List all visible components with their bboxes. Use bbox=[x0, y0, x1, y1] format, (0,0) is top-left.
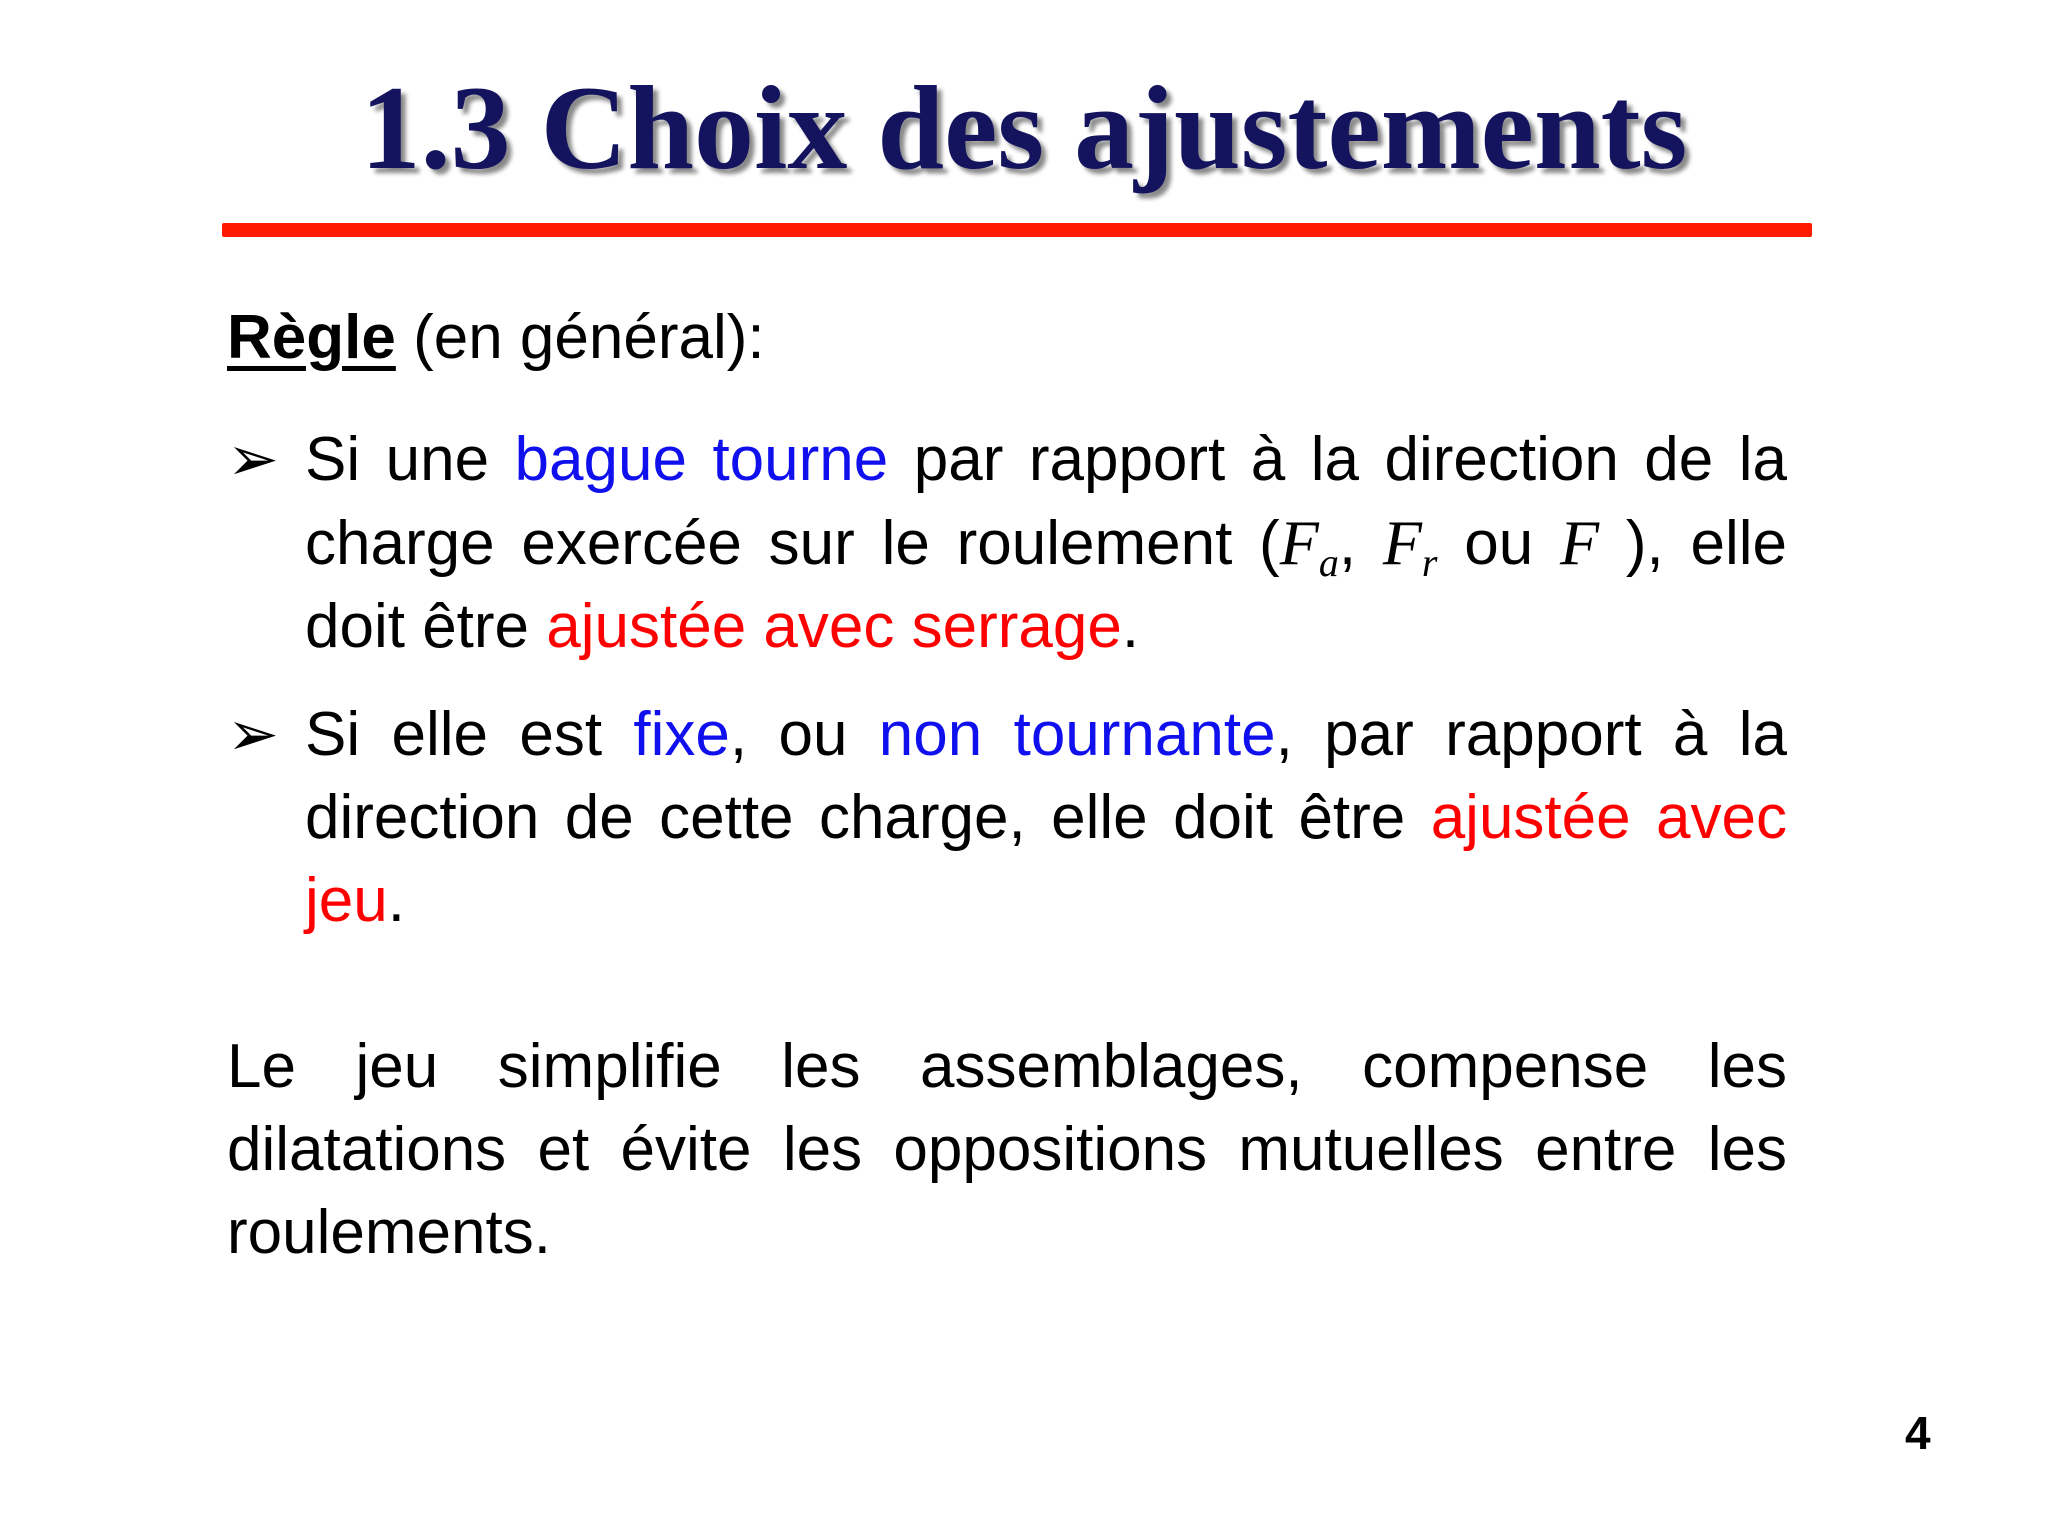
force-axial-symbol: $F_a$ bbox=[1279, 507, 1339, 585]
bullet-text-segment: , ou bbox=[729, 700, 879, 769]
bullet-text-segment: ), elle doit être bbox=[305, 509, 1787, 661]
bullet-text-segment: Si elle est bbox=[305, 700, 634, 769]
bullet-text-segment: par rapport à la direction de la charge exercée sur le roulement ( bbox=[305, 425, 1788, 578]
bullet-text bbox=[305, 418, 1787, 668]
bullet-text-segment: . bbox=[1121, 592, 1140, 661]
emphasis-ajustee-avec-serrage: ajustée avec serrage bbox=[546, 592, 1122, 661]
force-symbol: F bbox=[1559, 507, 1600, 578]
highlight-non-tournante: non tournante bbox=[878, 700, 1276, 769]
slide-title: 1.3 Choix des ajustements bbox=[360, 61, 1688, 194]
explanation-paragraph: Le jeu simplifie les assemblages, compense les dilatations et évite les oppositions mutuelles entre les roulements. bbox=[227, 1032, 1787, 1267]
page-number: 4 bbox=[1905, 1407, 1931, 1459]
bullet-text-segment: ou bbox=[1437, 509, 1560, 578]
bullet-text-segment: , par rapport à la direction de cette charge, elle doit être bbox=[305, 700, 1788, 852]
bullet-text-segment: Si une bbox=[305, 425, 515, 494]
bullet-fixed-ring bbox=[227, 693, 1787, 942]
title-underline-rule bbox=[222, 223, 1812, 237]
bullet-text-segment: . bbox=[387, 866, 405, 935]
arrow-bullet-icon: ➢ bbox=[227, 425, 279, 494]
emphasis-ajustee-avec-jeu: ajustée avec jeu bbox=[305, 783, 1787, 935]
rule-label: Règle bbox=[227, 303, 396, 372]
highlight-fixe: fixe bbox=[633, 700, 730, 769]
bullet-rotating-ring bbox=[227, 418, 1787, 668]
force-radial-symbol: $F_r$ bbox=[1382, 507, 1438, 585]
bullet-text bbox=[305, 693, 1787, 942]
rule-heading bbox=[227, 298, 765, 378]
arrow-bullet-icon: ➢ bbox=[227, 700, 279, 769]
bullet-text-segment: , bbox=[1338, 509, 1383, 578]
highlight-bague-tourne: bague tourne bbox=[514, 425, 889, 494]
rule-suffix: (en général): bbox=[395, 303, 765, 372]
